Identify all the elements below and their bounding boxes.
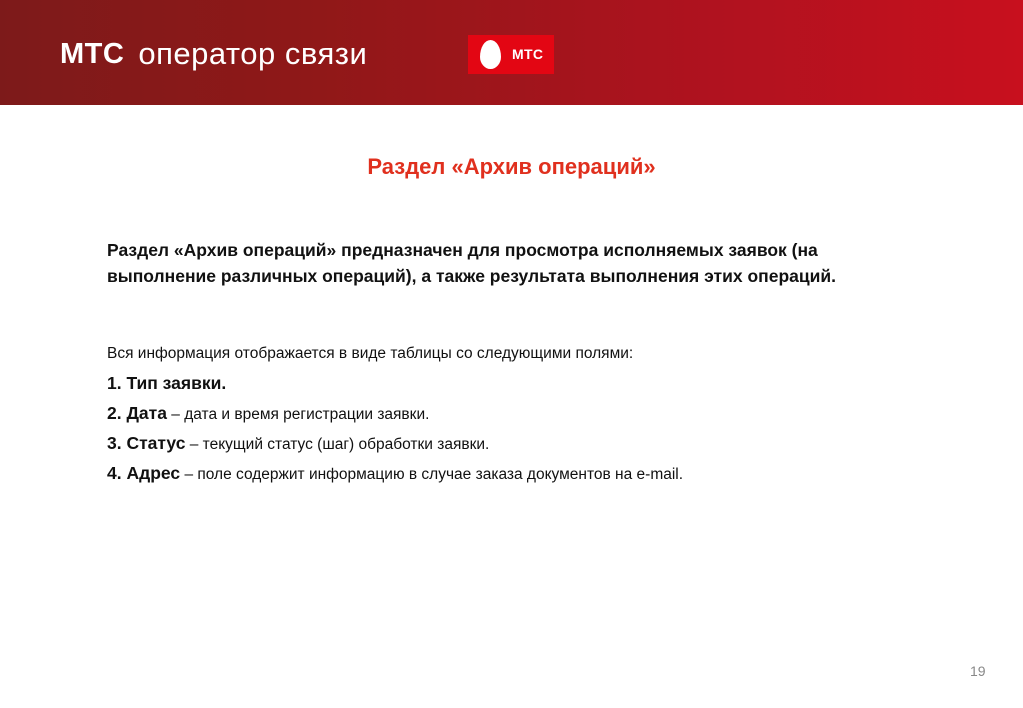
header-banner: [0, 0, 1023, 105]
fields-lead-text: Вся информация отображается в виде таблицы со следующими полями:: [107, 345, 634, 362]
field-item-head: 1. Тип заявки.: [107, 373, 227, 393]
brand-name: МТС: [60, 37, 125, 70]
logo-text: МТС: [512, 46, 544, 62]
field-item-head: 3. Статус: [107, 433, 186, 453]
field-item-desc: – поле содержит информацию в случае заказа документов на e-mail.: [180, 466, 684, 483]
brand-wordmark: [60, 34, 367, 74]
field-item-status: [107, 433, 489, 454]
brand-tagline: оператор связи: [138, 36, 368, 71]
field-item-head: 4. Адрес: [107, 463, 181, 483]
field-item-head: 2. Дата: [107, 403, 167, 423]
page-number: 19: [970, 663, 986, 679]
field-item-desc: – дата и время регистрации заявки.: [166, 406, 430, 423]
mts-logo: [468, 35, 554, 74]
field-item-address: [107, 463, 683, 484]
field-item-date: [107, 403, 429, 424]
intro-paragraph: Раздел «Архив операций» предназначен для просмотра исполняемых заявок (на выполнение различных операций), а также результата выполнения этих операций.: [107, 240, 837, 286]
page-title: Раздел «Архив операций»: [367, 154, 656, 179]
field-item-desc: – текущий статус (шаг) обработки заявки.: [185, 436, 490, 453]
field-item-type: [107, 373, 226, 394]
egg-icon: [480, 40, 501, 69]
